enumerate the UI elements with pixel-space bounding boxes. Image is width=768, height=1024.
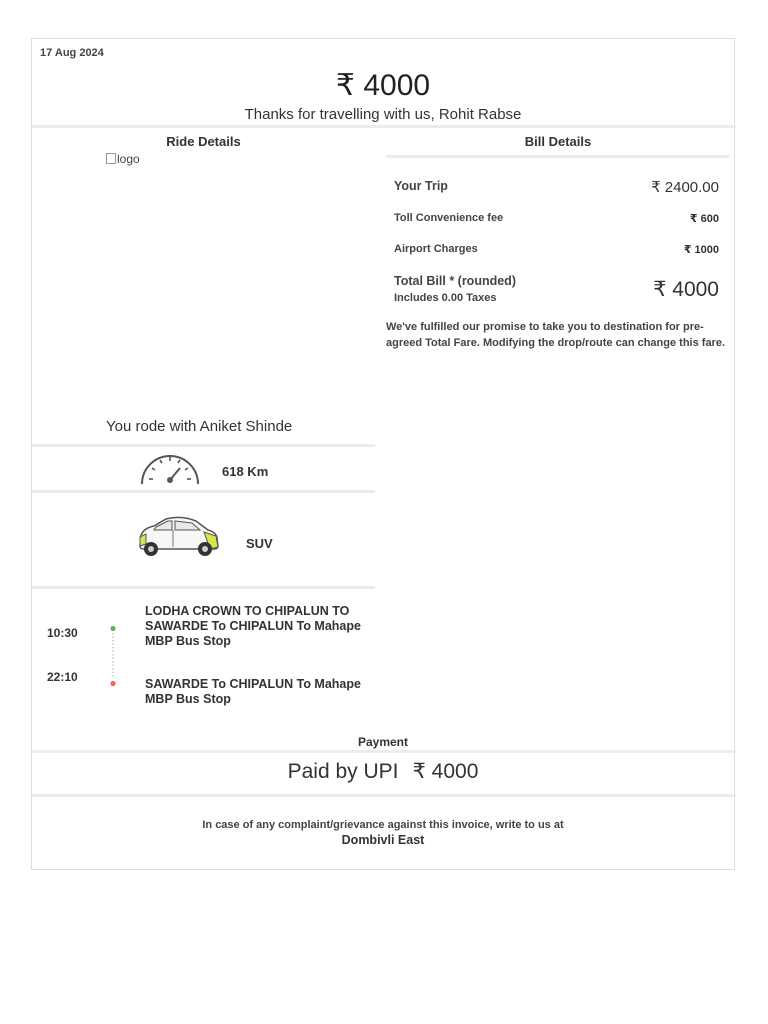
bill-row-label: Your Trip bbox=[394, 179, 448, 193]
pickup-location: LODHA CROWN TO CHIPALUN TO SAWARDE To CHIPALUN To Mahape MBP Bus Stop bbox=[145, 604, 361, 648]
drop-location: SAWARDE To CHIPALUN To Mahape MBP Bus Stop bbox=[145, 677, 361, 706]
logo-image bbox=[106, 152, 140, 166]
payment-title: Payment bbox=[357, 735, 409, 749]
driver-divider bbox=[32, 444, 375, 447]
distance-divider bbox=[32, 490, 375, 493]
taxes-note: Includes 0.00 Taxes bbox=[394, 292, 497, 304]
contact-city: Dombivli East bbox=[341, 833, 425, 847]
payment-amount: ₹ 4000 bbox=[412, 760, 479, 783]
bill-row-label: Toll Convenience fee bbox=[394, 212, 504, 224]
bill-details-title: Bill Details bbox=[524, 134, 592, 149]
payment-summary bbox=[32, 759, 734, 784]
total-bill-label: Total Bill * (rounded) bbox=[394, 274, 516, 288]
header-divider bbox=[32, 125, 736, 128]
bill-title-divider bbox=[386, 155, 730, 158]
logo-alt-text: logo bbox=[117, 152, 140, 166]
speedometer-icon bbox=[139, 449, 201, 485]
car-icon bbox=[136, 516, 222, 560]
total-bill-value: ₹ 4000 bbox=[653, 278, 719, 301]
payment-title-divider bbox=[32, 750, 736, 753]
thanks-message: Thanks for travelling with us, Rohit Rabse bbox=[244, 106, 522, 123]
bill-row-value: ₹ 600 bbox=[689, 213, 719, 225]
complaint-note: In case of any complaint/grievance against this invoice, write to us at bbox=[202, 819, 564, 831]
total-amount-hero: ₹ 4000 bbox=[335, 69, 431, 102]
driver-line: You rode with Aniket Shinde bbox=[106, 418, 293, 435]
payment-method: Paid by UPI bbox=[287, 760, 399, 783]
bill-row-value: ₹ 1000 bbox=[683, 244, 719, 256]
pickup-time: 10:30 bbox=[47, 626, 78, 640]
car-divider bbox=[32, 586, 375, 589]
drop-time: 22:10 bbox=[47, 670, 78, 684]
distance-value: 618 Km bbox=[222, 464, 269, 479]
invoice-card bbox=[31, 38, 735, 870]
payment-divider bbox=[32, 794, 736, 797]
fare-promise-note: We've fulfilled our promise to take you to destination for pre-agreed Total Fare. Modifying the drop/route can change this fare. bbox=[386, 321, 726, 349]
route-dots-icon bbox=[108, 625, 118, 687]
bill-row-value: ₹ 2400.00 bbox=[651, 179, 719, 196]
car-type: SUV bbox=[246, 536, 273, 551]
invoice-date: 17 Aug 2024 bbox=[40, 47, 104, 59]
bill-row-label: Airport Charges bbox=[394, 243, 478, 255]
ride-details-title: Ride Details bbox=[166, 134, 241, 149]
